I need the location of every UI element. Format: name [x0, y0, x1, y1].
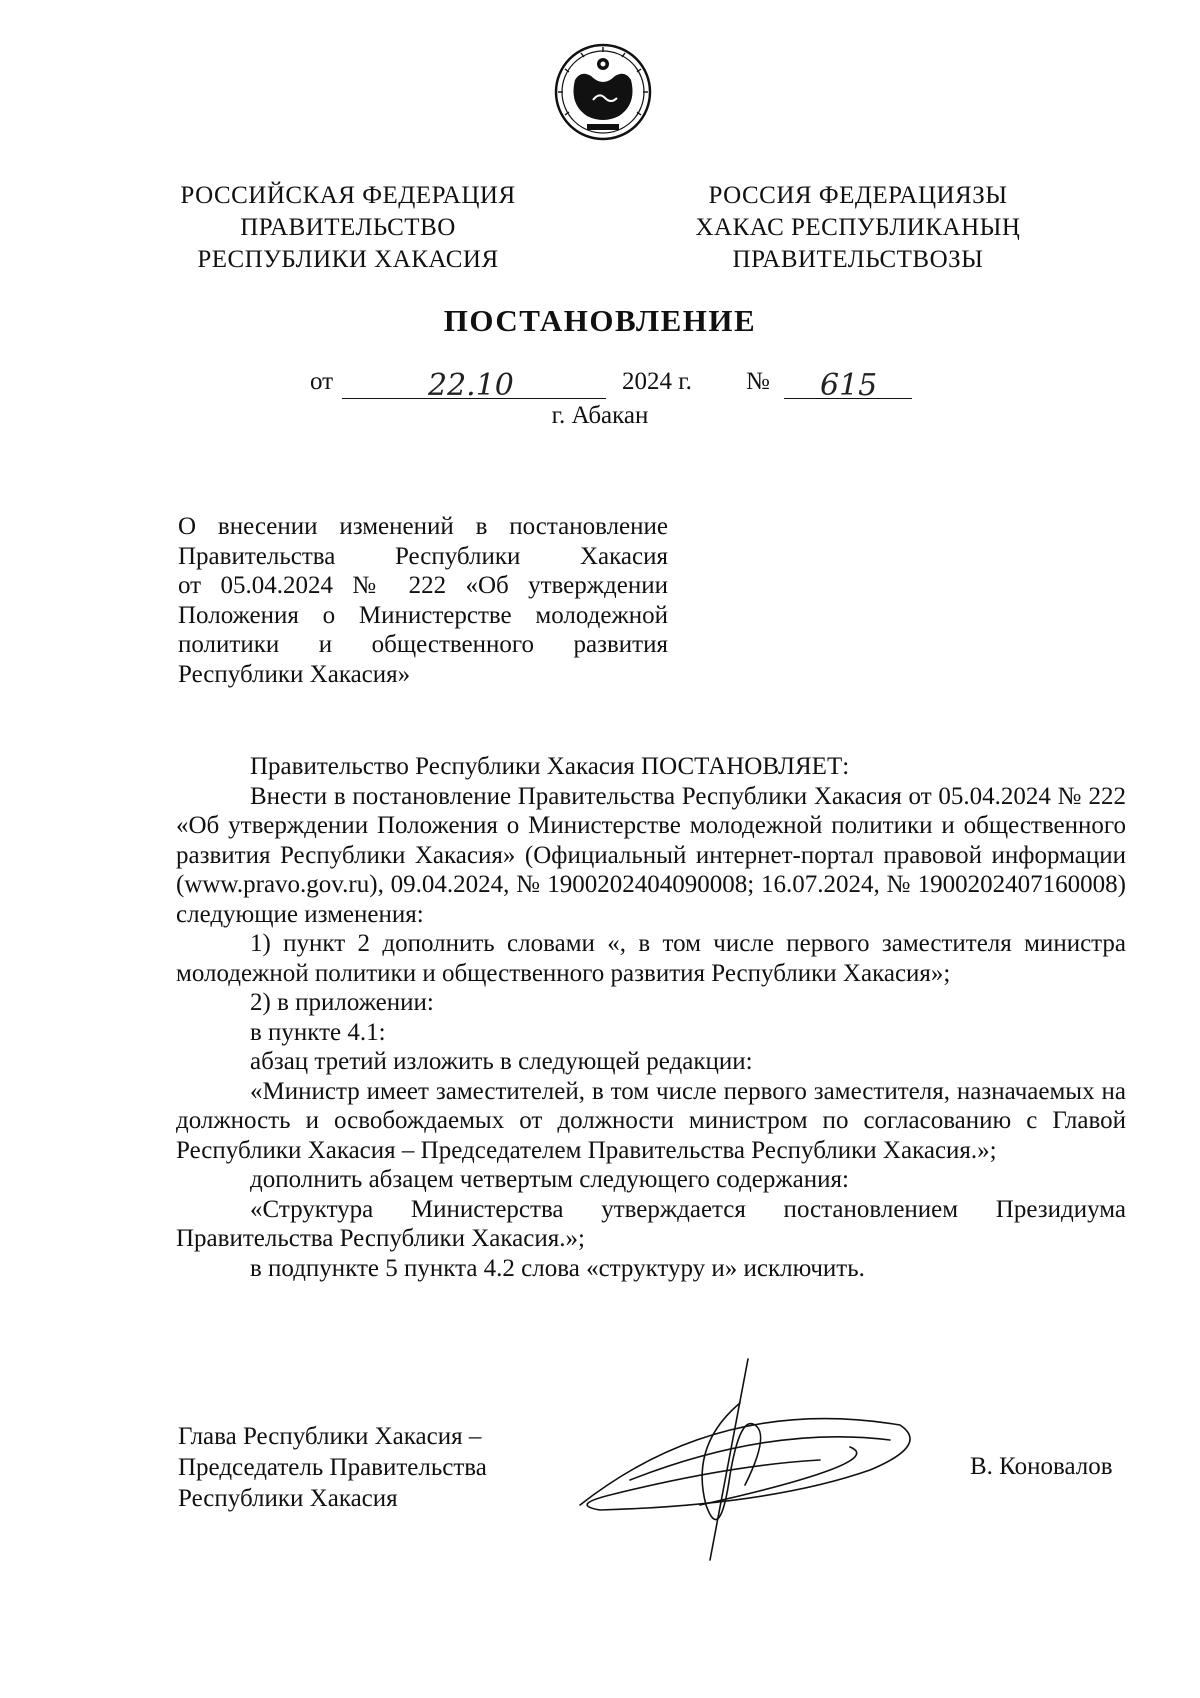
- city-name: г. Абакан: [551, 402, 649, 429]
- subject-line: Республики Хакасия»: [178, 660, 411, 688]
- subject-line: от 05.04.2024 № 222 «Об утверждении: [178, 572, 668, 599]
- body-paragraph: Правительство Республики Хакасия ПОСТАНОВЛЯЕТ:: [250, 753, 850, 780]
- handwritten-signature: [570, 1355, 930, 1565]
- header-left-line: РЕСПУБЛИКИ ХАКАСИЯ: [197, 246, 499, 273]
- document-subject: [178, 512, 668, 689]
- header-left-line: ПРАВИТЕЛЬСТВО: [240, 214, 456, 241]
- signatory-name: В. Коновалов: [970, 1453, 1113, 1480]
- body-paragraph: в подпункте 5 пункта 4.2 слова «структуру и» исключить.: [250, 1254, 865, 1282]
- number-label: №: [746, 368, 770, 395]
- document-body: [176, 752, 1126, 1283]
- subject-line: О внесении изменений в постановление: [178, 513, 668, 540]
- signatory-position: [178, 1421, 487, 1514]
- body-paragraph: «Структура Министерства утверждается постановлением Президиума Правительства Республики Хакасия.»;: [176, 1195, 1126, 1252]
- header-russian: [178, 180, 518, 276]
- signatory-position-line: Республики Хакасия: [178, 1485, 398, 1512]
- header-right-line: ХАКАС РЕСПУБЛИКАНЫҢ: [695, 214, 1021, 241]
- body-paragraph: 2) в приложении:: [250, 989, 434, 1016]
- subject-line: Правительства Республики Хакасия: [178, 542, 668, 570]
- signatory-position-line: Глава Республики Хакасия –: [178, 1423, 482, 1450]
- coat-of-arms-emblem: [553, 42, 653, 142]
- subject-line: политики и общественного развития: [178, 631, 668, 658]
- body-paragraph: 1) пункт 2 дополнить словами «, в том числе первого заместителя министра молодежной политики и общественного развития Республики Хакасия»;: [176, 930, 1126, 987]
- date-year: 2024 г.: [622, 368, 692, 395]
- header-left-line: РОССИЙСКАЯ ФЕДЕРАЦИЯ: [180, 182, 516, 209]
- document-title: ПОСТАНОВЛЕНИЕ: [443, 303, 757, 338]
- subject-line: Положения о Министерстве молодежной: [178, 601, 668, 629]
- body-paragraph: Внести в постановление Правительства Республики Хакасия от 05.04.2024 № 222 «Об утверждении Положения о Министерстве молодежной политики и общественного развития Республики Хакасия» (Официальный интернет-портал правовой информации (www.pravo.gov.ru), 09.04.2024, № 1900202404090008; 16.07.2024, № 1900202407160008) следующие изменения:: [176, 782, 1126, 928]
- signatory-position-line: Председатель Правительства: [178, 1454, 487, 1481]
- handwritten-date: 22.10: [428, 368, 514, 403]
- header-right-line: ПРАВИТЕЛЬСТВОЗЫ: [732, 246, 984, 273]
- date-prefix: от: [310, 368, 334, 395]
- header-right-line: РОССИЯ ФЕДЕРАЦИЯЗЫ: [708, 182, 1008, 209]
- body-paragraph: дополнить абзацем четвертым следующего содержания:: [250, 1166, 849, 1193]
- body-paragraph: в пункте 4.1:: [250, 1018, 386, 1046]
- header-khakas: [688, 180, 1028, 276]
- body-paragraph: «Министр имеет заместителей, в том числе первого заместителя, назначаемых на должность и освобождаемых от должности министром по согласованию с Главой Республики Хакасия – Председателем Правительства Республики Хакасия.»;: [176, 1077, 1126, 1164]
- body-paragraph: абзац третий изложить в следующей редакции:: [250, 1048, 753, 1075]
- handwritten-number: 615: [820, 368, 878, 403]
